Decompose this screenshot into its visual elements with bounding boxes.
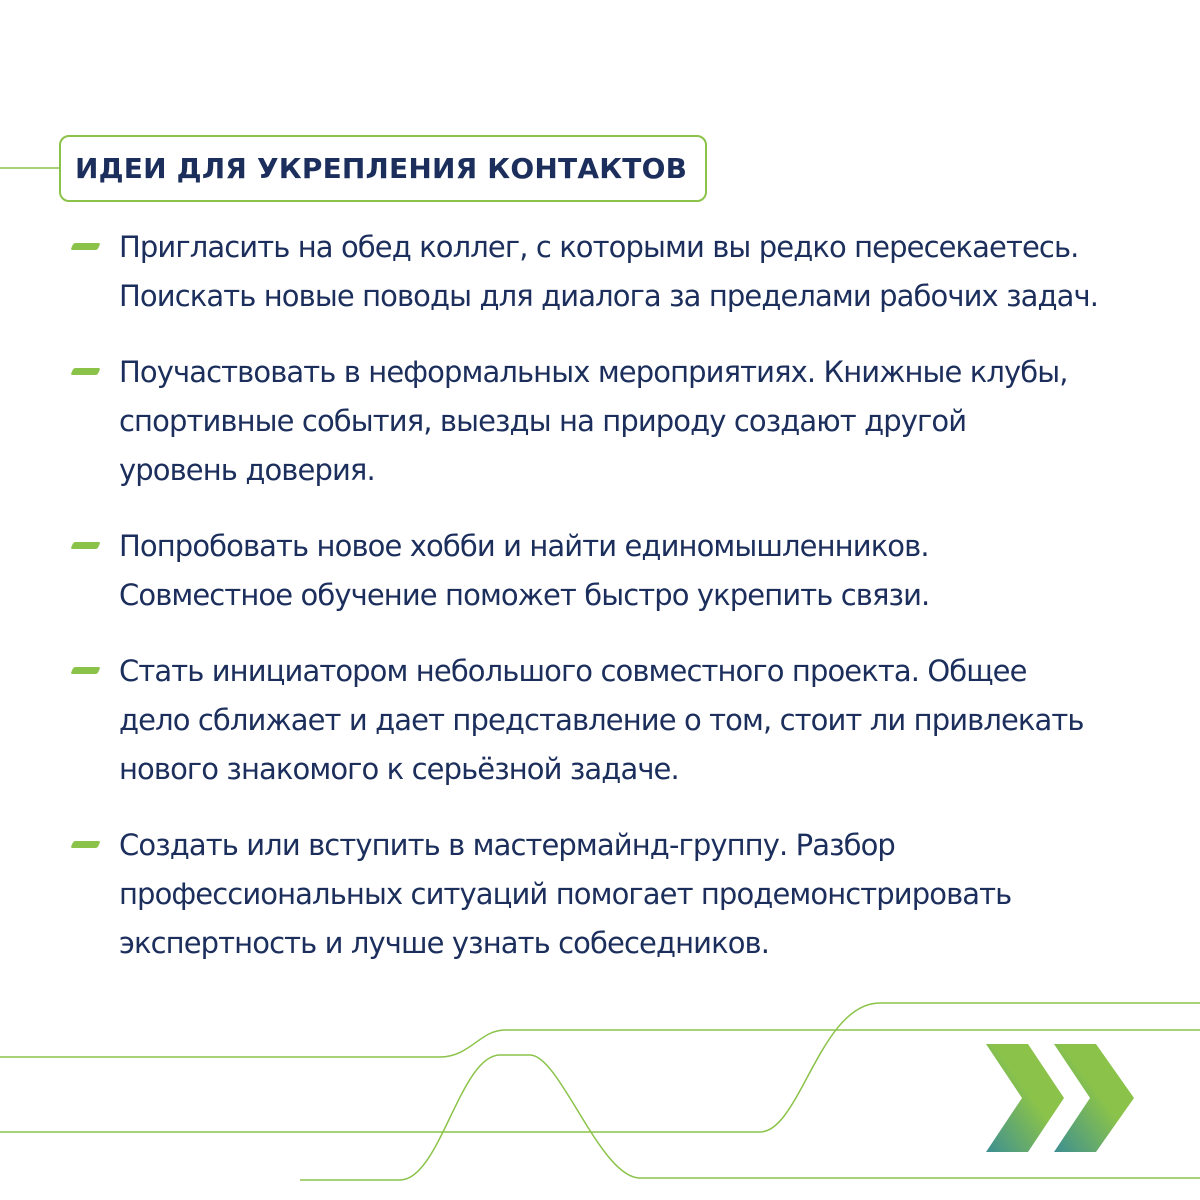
text-line: экспертность и лучше узнать собеседников. — [119, 926, 770, 960]
green-dash-bullet-icon — [70, 368, 100, 375]
text-line: дело сближает и дает представление о том, стоит ли привлекать — [119, 703, 1084, 737]
page-title: ИДЕИ ДЛЯ УКРЕПЛЕНИЯ КОНТАКТОВ — [75, 152, 688, 185]
text-line: Поучаствовать в неформальных мероприятиях. Книжные клубы, — [119, 355, 1068, 389]
text-line: Поискать новые поводы для диалога за пределами рабочих задач. — [119, 279, 1099, 313]
text-line: спортивные события, выезды на природу создают другой — [119, 404, 967, 438]
text-line: Попробовать новое хобби и найти единомышленников. — [119, 529, 929, 563]
ideas-list — [72, 223, 1172, 995]
list-item-text — [119, 348, 1149, 495]
text-line: Совместное обучение поможет быстро укрепить связи. — [119, 578, 930, 612]
list-item — [72, 348, 1172, 495]
text-line: Создать или вступить в мастермайнд-группу. Разбор — [119, 828, 895, 862]
chevron-left-shape — [986, 1044, 1064, 1152]
text-line: уровень доверия. — [119, 453, 375, 487]
list-item — [72, 647, 1172, 794]
green-dash-bullet-icon — [70, 667, 100, 674]
text-line: Пригласить на обед коллег, с которыми вы редко пересекаетесь. — [119, 230, 1079, 264]
text-line: нового знакомого к серьёзной задаче. — [119, 752, 679, 786]
double-chevron-logo-icon — [982, 1044, 1138, 1152]
text-line: профессиональных ситуаций помогает продемонстрировать — [119, 877, 1012, 911]
green-dash-bullet-icon — [70, 243, 100, 250]
list-item — [72, 223, 1172, 321]
list-item — [72, 522, 1172, 620]
list-item-text — [119, 821, 1149, 968]
green-dash-bullet-icon — [70, 542, 100, 549]
list-item-text — [119, 647, 1149, 794]
chevron-right-shape — [1054, 1044, 1134, 1152]
green-dash-bullet-icon — [70, 841, 100, 848]
heading-box — [59, 135, 707, 202]
list-item-text — [119, 522, 1149, 620]
text-line: Стать инициатором небольшого совместного проекта. Общее — [119, 654, 1027, 688]
list-item-text — [119, 223, 1149, 321]
list-item — [72, 821, 1172, 968]
